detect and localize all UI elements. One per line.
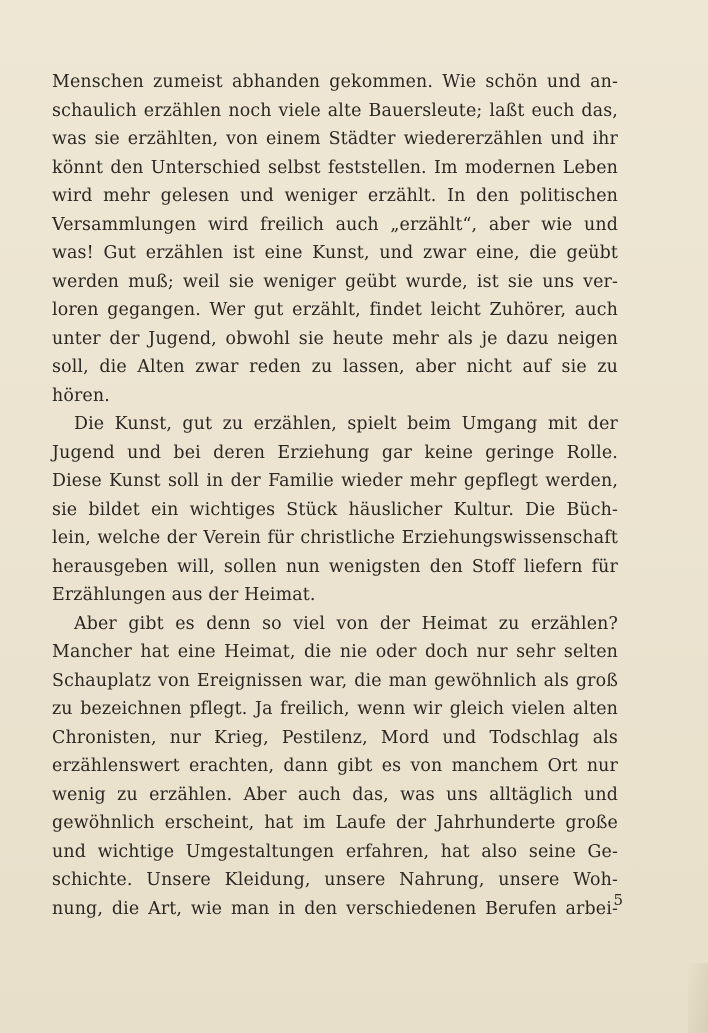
- text-line: unter der Jugend, obwohl sie heute mehr als je dazu neigen: [52, 328, 618, 349]
- text-line: könnt den Unterschied selbst feststellen. Im modernen Leben: [52, 157, 618, 178]
- text-line: Die Kunst, gut zu erzählen, spielt beim Umgang mit der: [74, 414, 618, 434]
- text-line: schichte. Unsere Kleidung, unsere Nahrung, unsere Woh-: [52, 870, 618, 890]
- text-line: Mancher hat eine Heimat, die nie oder doch nur sehr selten: [52, 642, 618, 662]
- text-line: Erzählungen aus der Heimat.: [52, 585, 316, 605]
- paragraph-3: [52, 610, 618, 924]
- paragraph-2: [52, 410, 618, 610]
- paragraph-1: [52, 68, 618, 410]
- text-line: lein, welche der Verein für christliche Erziehungswissenschaft: [52, 528, 618, 548]
- text-line: Versammlungen wird freilich auch „erzählt“, aber wie und: [52, 214, 618, 235]
- text-line: was! Gut erzählen ist eine Kunst, und zwar eine, die geübt: [52, 243, 618, 263]
- text-line: Jugend und bei deren Erziehung gar keine geringe Rolle.: [52, 442, 618, 463]
- text-line: gewöhnlich erscheint, hat im Laufe der Jahrhunderte große: [52, 813, 618, 833]
- text-line: zu bezeichnen pflegt. Ja freilich, wenn wir gleich vielen alten: [52, 699, 618, 719]
- text-line: hören.: [52, 385, 110, 406]
- text-line: was sie erzählten, von einem Städter wiedererzählen und ihr: [52, 129, 618, 149]
- text-line: Chronisten, nur Krieg, Pestilenz, Mord und Todschlag als: [52, 727, 618, 748]
- text-line: wenig zu erzählen. Aber auch das, was uns alltäglich und: [52, 784, 618, 805]
- text-line: erzählenswert erachten, dann gibt es von manchem Ort nur: [52, 756, 618, 776]
- page-corner-shadow: [688, 963, 708, 1033]
- text-line: loren gegangen. Wer gut erzählt, findet leicht Zuhörer, auch: [52, 300, 618, 320]
- text-line: und wichtige Umgestaltungen erfahren, hat also seine Ge-: [52, 841, 618, 862]
- body-text: [52, 68, 618, 923]
- text-line: wird mehr gelesen und weniger erzählt. In den politischen: [52, 186, 618, 206]
- page-number: 5: [613, 891, 623, 909]
- text-line: schaulich erzählen noch viele alte Bauersleute; laßt euch das,: [52, 100, 618, 121]
- text-line: Diese Kunst soll in der Familie wieder mehr gepflegt werden,: [52, 471, 618, 491]
- text-line: soll, die Alten zwar reden zu lassen, aber nicht auf sie zu: [52, 357, 618, 377]
- text-line: Aber gibt es denn so viel von der Heimat zu erzählen?: [74, 613, 618, 634]
- text-line: nung, die Art, wie man in den verschiedenen Berufen arbei-: [52, 898, 618, 919]
- text-line: sie bildet ein wichtiges Stück häuslicher Kultur. Die Büch-: [52, 499, 618, 520]
- text-line: Schauplatz von Ereignissen war, die man gewöhnlich als groß: [52, 670, 618, 691]
- text-line: Menschen zumeist abhanden gekommen. Wie schön und an-: [52, 72, 618, 92]
- text-line: herausgeben will, sollen nun wenigsten den Stoff liefern für: [52, 556, 618, 577]
- text-line: werden muß; weil sie weniger geübt wurde, ist sie uns ver-: [52, 271, 618, 292]
